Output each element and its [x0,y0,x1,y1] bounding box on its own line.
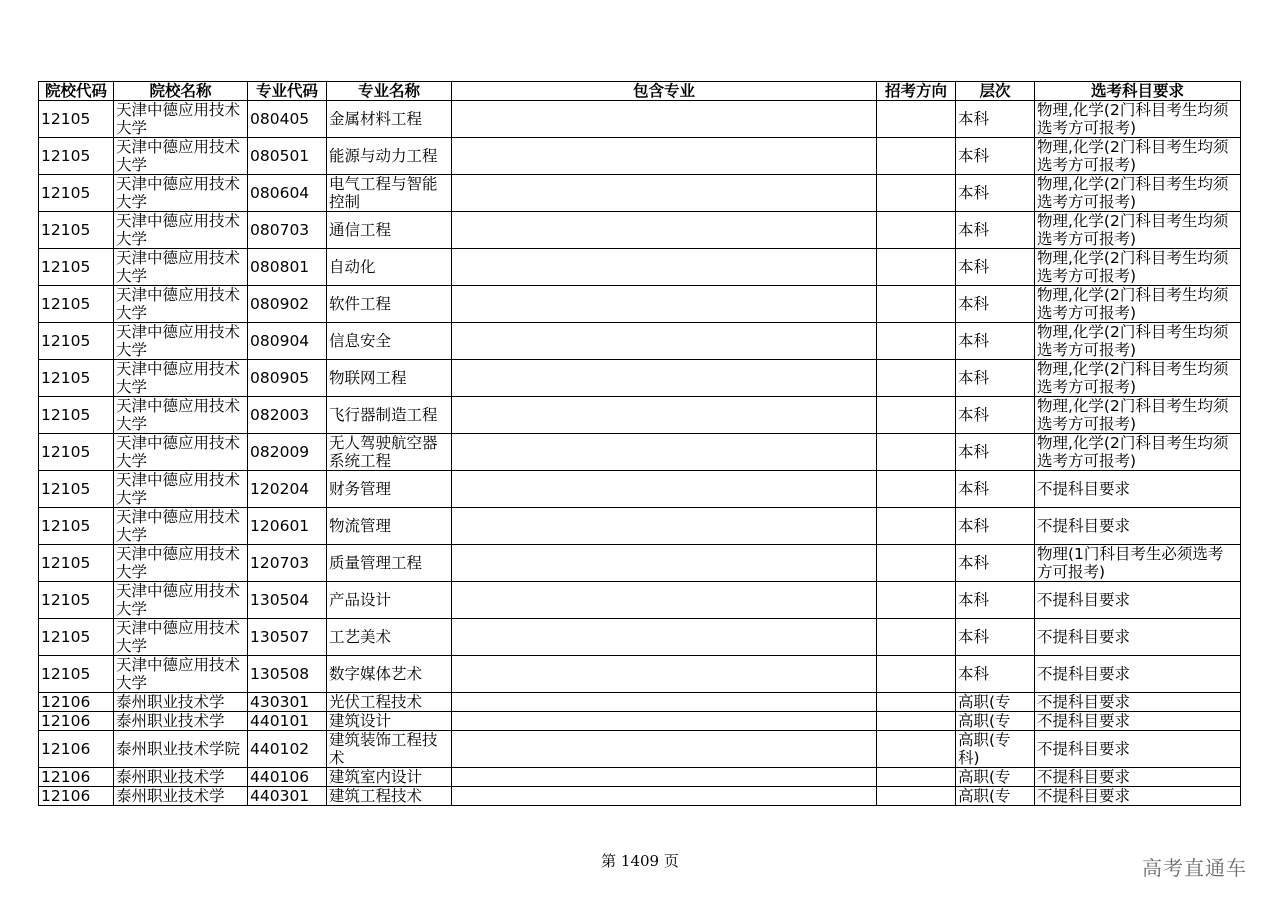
direction-cell [877,434,956,471]
subject-req-cell: 物理,化学(2门科目考生均须选考方可报考) [1035,175,1241,212]
major-code-cell: 080405 [248,101,327,138]
major-name-cell: 无人驾驶航空器系统工程 [327,434,452,471]
school-name-cell: 天津中德应用技术大学 [114,545,248,582]
school-code-cell: 12105 [39,101,114,138]
table-row [39,249,1241,286]
major-name-cell: 财务管理 [327,471,452,508]
included-majors-cell [452,619,877,656]
direction-cell [877,545,956,582]
school-code-cell: 12105 [39,175,114,212]
subject-req-cell: 物理,化学(2门科目考生均须选考方可报考) [1035,138,1241,175]
included-majors-cell [452,212,877,249]
level-cell: 本科 [956,397,1035,434]
table-row [39,323,1241,360]
header-cell: 选考科目要求 [1035,82,1241,101]
school-code-cell: 12105 [39,508,114,545]
school-code-cell: 12106 [39,787,114,806]
table-row [39,175,1241,212]
included-majors-cell [452,323,877,360]
major-name-cell: 数字媒体艺术 [327,656,452,693]
included-majors-cell [452,731,877,768]
level-cell: 本科 [956,138,1035,175]
included-majors-cell [452,249,877,286]
direction-cell [877,101,956,138]
major-code-cell: 120601 [248,508,327,545]
table-row [39,731,1241,768]
major-code-cell: 440101 [248,712,327,731]
table-row [39,397,1241,434]
table-row [39,768,1241,787]
major-code-cell: 440102 [248,731,327,768]
table-row [39,101,1241,138]
major-name-cell: 金属材料工程 [327,101,452,138]
school-code-cell: 12105 [39,323,114,360]
school-code-cell: 12105 [39,360,114,397]
table-row [39,712,1241,731]
school-name-cell: 天津中德应用技术大学 [114,101,248,138]
direction-cell [877,768,956,787]
school-name-cell: 天津中德应用技术大学 [114,434,248,471]
major-name-cell: 信息安全 [327,323,452,360]
school-name-cell: 天津中德应用技术大学 [114,175,248,212]
table-row [39,693,1241,712]
school-name-cell: 天津中德应用技术大学 [114,656,248,693]
direction-cell [877,619,956,656]
included-majors-cell [452,471,877,508]
school-name-cell: 天津中德应用技术大学 [114,471,248,508]
level-cell: 本科 [956,508,1035,545]
direction-cell [877,582,956,619]
school-code-cell: 12105 [39,212,114,249]
header-cell: 专业名称 [327,82,452,101]
table-row [39,471,1241,508]
major-code-cell: 080905 [248,360,327,397]
school-name-cell: 泰州职业技术学院 [114,731,248,768]
major-name-cell: 质量管理工程 [327,545,452,582]
table-row [39,212,1241,249]
included-majors-cell [452,286,877,323]
header-cell: 院校名称 [114,82,248,101]
major-name-cell: 建筑室内设计 [327,768,452,787]
direction-cell [877,323,956,360]
major-code-cell: 440301 [248,787,327,806]
subject-req-cell: 不提科目要求 [1035,768,1241,787]
subject-req-cell: 不提科目要求 [1035,582,1241,619]
major-code-cell: 080703 [248,212,327,249]
subject-req-cell: 不提科目要求 [1035,712,1241,731]
included-majors-cell [452,656,877,693]
level-cell: 本科 [956,471,1035,508]
direction-cell [877,138,956,175]
school-code-cell: 12105 [39,619,114,656]
subject-req-cell: 物理,化学(2门科目考生均须选考方可报考) [1035,434,1241,471]
subject-req-cell: 物理,化学(2门科目考生均须选考方可报考) [1035,101,1241,138]
header-cell: 包含专业 [452,82,877,101]
header-cell: 院校代码 [39,82,114,101]
school-code-cell: 12105 [39,656,114,693]
subject-req-cell: 物理,化学(2门科目考生均须选考方可报考) [1035,397,1241,434]
major-code-cell: 082009 [248,434,327,471]
admissions-table [38,81,1241,806]
direction-cell [877,508,956,545]
level-cell: 高职(专科) [956,731,1035,768]
school-name-cell: 天津中德应用技术大学 [114,138,248,175]
level-cell: 高职(专 [956,712,1035,731]
school-name-cell: 泰州职业技术学 [114,712,248,731]
school-name-cell: 泰州职业技术学 [114,787,248,806]
table-row [39,545,1241,582]
school-code-cell: 12106 [39,731,114,768]
major-code-cell: 130508 [248,656,327,693]
watermark: 高考直通车 [1142,856,1247,880]
subject-req-cell: 不提科目要求 [1035,619,1241,656]
major-name-cell: 飞行器制造工程 [327,397,452,434]
school-code-cell: 12105 [39,286,114,323]
included-majors-cell [452,434,877,471]
major-code-cell: 120703 [248,545,327,582]
page-number: 第 1409 页 [601,852,679,870]
school-name-cell: 天津中德应用技术大学 [114,582,248,619]
direction-cell [877,731,956,768]
level-cell: 本科 [956,545,1035,582]
school-code-cell: 12106 [39,693,114,712]
header-cell: 招考方向 [877,82,956,101]
header-cell: 层次 [956,82,1035,101]
direction-cell [877,787,956,806]
subject-req-cell: 物理(1门科目考生必须选考方可报考) [1035,545,1241,582]
school-code-cell: 12106 [39,712,114,731]
major-name-cell: 能源与动力工程 [327,138,452,175]
direction-cell [877,175,956,212]
level-cell: 本科 [956,101,1035,138]
level-cell: 本科 [956,286,1035,323]
level-cell: 高职(专 [956,768,1035,787]
included-majors-cell [452,787,877,806]
school-code-cell: 12105 [39,249,114,286]
major-name-cell: 物联网工程 [327,360,452,397]
subject-req-cell: 不提科目要求 [1035,656,1241,693]
major-code-cell: 080604 [248,175,327,212]
table-row [39,787,1241,806]
school-code-cell: 12105 [39,138,114,175]
major-name-cell: 建筑装饰工程技术 [327,731,452,768]
table-row [39,656,1241,693]
major-code-cell: 080801 [248,249,327,286]
major-code-cell: 120204 [248,471,327,508]
subject-req-cell: 不提科目要求 [1035,787,1241,806]
included-majors-cell [452,360,877,397]
school-code-cell: 12105 [39,471,114,508]
major-code-cell: 130504 [248,582,327,619]
subject-req-cell: 物理,化学(2门科目考生均须选考方可报考) [1035,360,1241,397]
level-cell: 本科 [956,212,1035,249]
school-name-cell: 天津中德应用技术大学 [114,508,248,545]
major-code-cell: 430301 [248,693,327,712]
major-name-cell: 自动化 [327,249,452,286]
major-name-cell: 软件工程 [327,286,452,323]
included-majors-cell [452,397,877,434]
included-majors-cell [452,768,877,787]
major-name-cell: 建筑工程技术 [327,787,452,806]
included-majors-cell [452,508,877,545]
school-code-cell: 12106 [39,768,114,787]
included-majors-cell [452,175,877,212]
direction-cell [877,471,956,508]
included-majors-cell [452,693,877,712]
major-name-cell: 电气工程与智能控制 [327,175,452,212]
direction-cell [877,360,956,397]
major-name-cell: 光伏工程技术 [327,693,452,712]
school-code-cell: 12105 [39,397,114,434]
table-row [39,360,1241,397]
subject-req-cell: 不提科目要求 [1035,508,1241,545]
included-majors-cell [452,545,877,582]
school-name-cell: 天津中德应用技术大学 [114,360,248,397]
major-code-cell: 440106 [248,768,327,787]
included-majors-cell [452,712,877,731]
direction-cell [877,397,956,434]
direction-cell [877,712,956,731]
direction-cell [877,693,956,712]
school-name-cell: 天津中德应用技术大学 [114,323,248,360]
major-name-cell: 物流管理 [327,508,452,545]
table-header-row [39,82,1241,101]
major-code-cell: 080501 [248,138,327,175]
subject-req-cell: 物理,化学(2门科目考生均须选考方可报考) [1035,212,1241,249]
school-code-cell: 12105 [39,582,114,619]
direction-cell [877,249,956,286]
school-name-cell: 天津中德应用技术大学 [114,397,248,434]
subject-req-cell: 物理,化学(2门科目考生均须选考方可报考) [1035,323,1241,360]
major-code-cell: 080904 [248,323,327,360]
included-majors-cell [452,101,877,138]
subject-req-cell: 不提科目要求 [1035,471,1241,508]
level-cell: 高职(专 [956,787,1035,806]
school-name-cell: 泰州职业技术学 [114,693,248,712]
major-name-cell: 通信工程 [327,212,452,249]
level-cell: 本科 [956,323,1035,360]
included-majors-cell [452,138,877,175]
direction-cell [877,656,956,693]
subject-req-cell: 不提科目要求 [1035,693,1241,712]
table-row [39,286,1241,323]
direction-cell [877,286,956,323]
school-code-cell: 12105 [39,434,114,471]
level-cell: 本科 [956,656,1035,693]
level-cell: 本科 [956,249,1035,286]
table-row [39,619,1241,656]
subject-req-cell: 物理,化学(2门科目考生均须选考方可报考) [1035,286,1241,323]
level-cell: 本科 [956,619,1035,656]
table-row [39,138,1241,175]
school-name-cell: 天津中德应用技术大学 [114,249,248,286]
subject-req-cell: 不提科目要求 [1035,731,1241,768]
major-code-cell: 082003 [248,397,327,434]
table-row [39,582,1241,619]
major-code-cell: 130507 [248,619,327,656]
major-code-cell: 080902 [248,286,327,323]
included-majors-cell [452,582,877,619]
header-cell: 专业代码 [248,82,327,101]
level-cell: 本科 [956,434,1035,471]
major-name-cell: 工艺美术 [327,619,452,656]
table-row [39,434,1241,471]
school-name-cell: 泰州职业技术学 [114,768,248,787]
major-name-cell: 产品设计 [327,582,452,619]
school-name-cell: 天津中德应用技术大学 [114,619,248,656]
level-cell: 本科 [956,175,1035,212]
school-code-cell: 12105 [39,545,114,582]
major-name-cell: 建筑设计 [327,712,452,731]
school-name-cell: 天津中德应用技术大学 [114,212,248,249]
level-cell: 本科 [956,360,1035,397]
level-cell: 高职(专 [956,693,1035,712]
level-cell: 本科 [956,582,1035,619]
subject-req-cell: 物理,化学(2门科目考生均须选考方可报考) [1035,249,1241,286]
table-row [39,508,1241,545]
direction-cell [877,212,956,249]
school-name-cell: 天津中德应用技术大学 [114,286,248,323]
